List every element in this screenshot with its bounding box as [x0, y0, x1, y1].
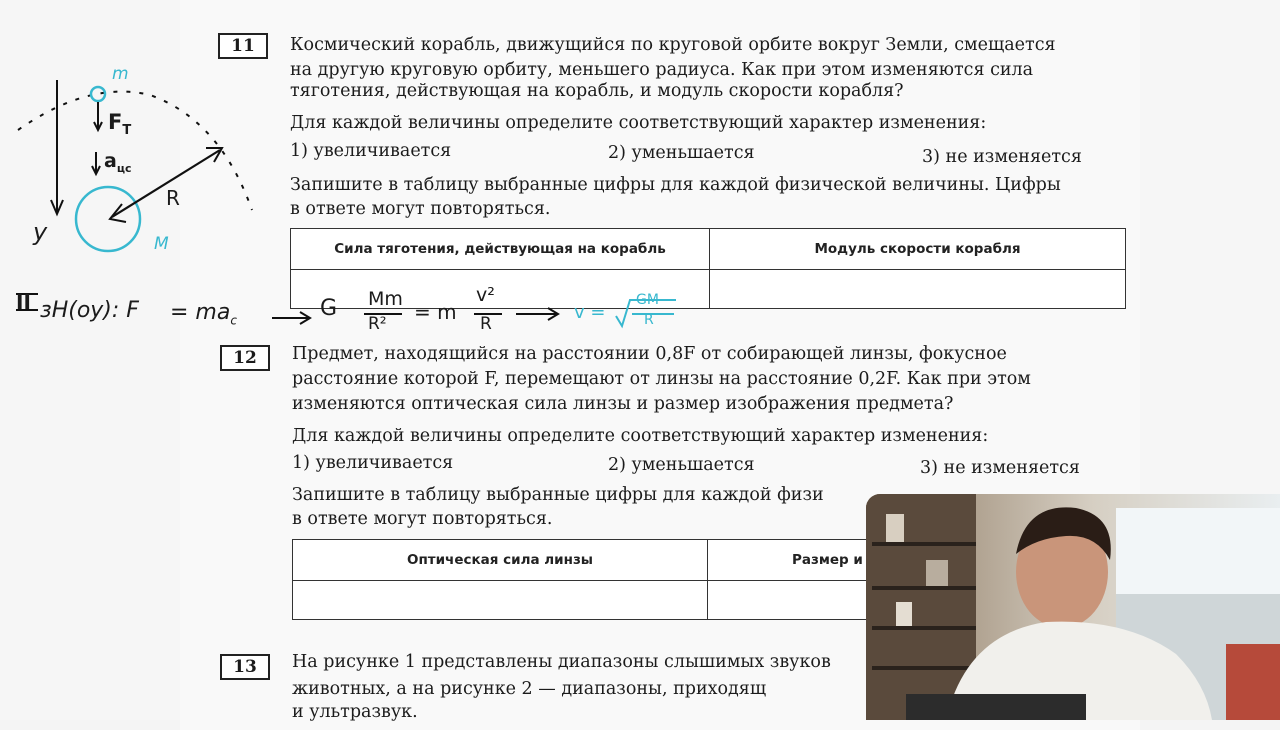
- task12-instruction: Для каждой величины определите соответствующий характер изменения:: [292, 426, 989, 446]
- eq-R: R: [480, 314, 492, 334]
- task12-text-line2: расстояние которой F, перемещают от линзы на расстояние 0,2F. Как при этом: [292, 369, 1031, 389]
- presenter-video: [866, 494, 1280, 720]
- task11-text-line3: тяготения, действующая на корабль, и модуль скорости корабля?: [290, 81, 904, 101]
- earth-circle: [76, 187, 140, 251]
- law-equation: = $ma_c$: [170, 300, 237, 328]
- task13-text-line2: животных, а на рисунке 2 — диапазоны, приходящ: [292, 679, 767, 699]
- label-small-m: m: [112, 64, 129, 84]
- label-force: $F_T$: [108, 110, 132, 139]
- task11-header-gravity: Сила тяготения, действующая на корабль: [291, 229, 710, 270]
- task11-instruction: Для каждой величины определите соответствующий характер изменения:: [290, 113, 987, 133]
- task11-text-line2: на другую круговую орбиту, меньшего радиуса. Как при этом изменяются сила: [290, 60, 1034, 80]
- label-big-M: M: [154, 234, 169, 254]
- task12-text-line1: Предмет, находящийся на расстоянии 0,8F от собирающей линзы, фокусное: [292, 344, 1007, 364]
- eq-m: = m: [414, 300, 457, 324]
- label-acceleration: $a_{цс}$: [104, 150, 132, 175]
- label-y-axis: y: [33, 218, 48, 246]
- task13-text-line3: и ультразвук.: [292, 702, 418, 722]
- task12-header-size: Размер и: [708, 540, 1128, 581]
- result-v: v =: [574, 302, 606, 323]
- task12-header-power: Оптическая сила линзы: [293, 540, 708, 581]
- webcam-overlay: [866, 494, 1280, 720]
- task12-option-3: 3) не изменяется: [920, 458, 1080, 478]
- eq-v2: v²: [476, 284, 495, 306]
- task11-option-1: 1) увеличивается: [290, 141, 452, 161]
- task11-record-line2: в ответе могут повторяться.: [290, 199, 551, 219]
- task12-text-line3: изменяются оптическая сила линзы и размер изображения предмета?: [292, 394, 954, 414]
- result-R: R: [644, 312, 654, 328]
- eq-G: G: [320, 296, 338, 321]
- law-text: зН(оу): F: [40, 298, 139, 323]
- task12-option-2: 2) уменьшается: [608, 455, 755, 475]
- result-GM: GM: [636, 292, 659, 308]
- eq-R2: R²: [368, 314, 387, 334]
- label-radius: R: [166, 186, 180, 210]
- task-number-13: 13: [220, 654, 270, 680]
- task13-text-line1: На рисунке 1 представлены диапазоны слышимых звуков: [292, 652, 831, 672]
- task-number-12: 12: [220, 345, 270, 371]
- task11-text-line1: Космический корабль, движущийся по круговой орбите вокруг Земли, смещается: [290, 35, 1056, 55]
- task12-option-1: 1) увеличивается: [292, 453, 454, 473]
- task11-record-line1: Запишите в таблицу выбранные цифры для каждой физической величины. Цифры: [290, 175, 1061, 195]
- task11-option-2: 2) уменьшается: [608, 143, 755, 163]
- task11-option-3: 3) не изменяется: [922, 147, 1082, 167]
- small-mass-circle: [91, 87, 105, 101]
- law-number: II: [16, 290, 31, 314]
- eq-Mm: Mm: [368, 288, 403, 310]
- task11-header-speed: Модуль скорости корабля: [710, 229, 1126, 270]
- task12-record-line1: Запишите в таблицу выбранные цифры для каждой физи: [292, 485, 824, 505]
- task-number-11: 11: [218, 33, 268, 59]
- task12-record-line2: в ответе могут повторяться.: [292, 509, 553, 529]
